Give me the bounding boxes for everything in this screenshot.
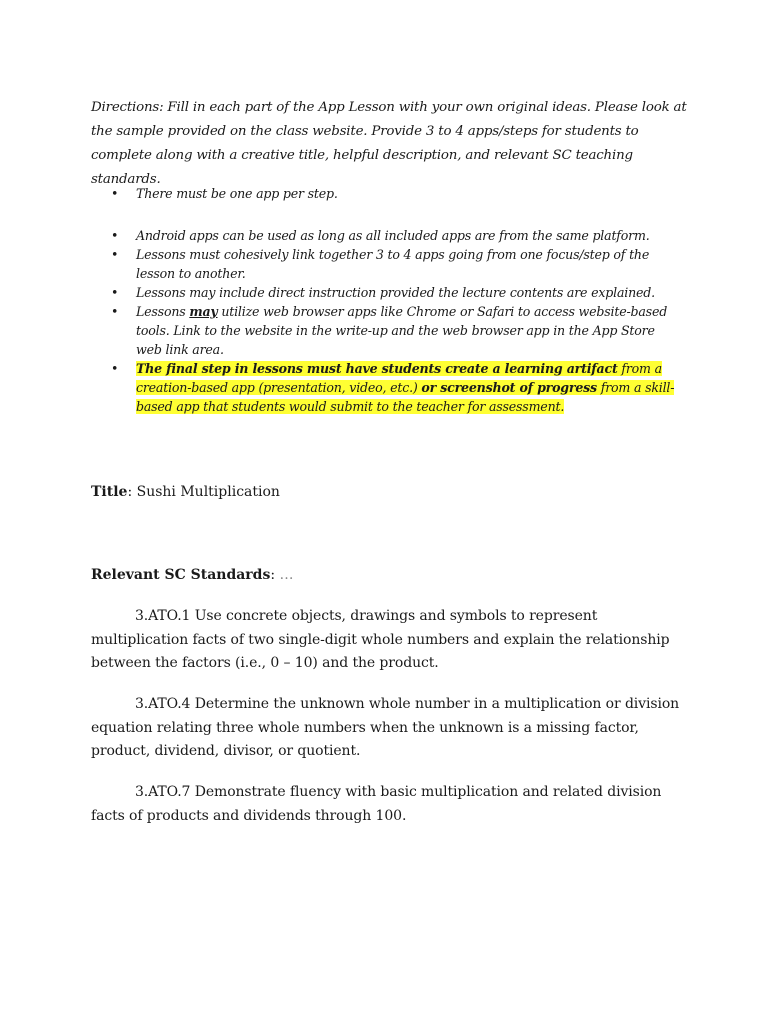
rule-text: Lessons may include direct instruction provided the lecture contents are explained. <box>136 285 655 300</box>
standards-colon: : <box>270 567 280 583</box>
title-value: Sushi Multiplication <box>136 484 280 500</box>
rule-emphasis-may: may <box>189 304 218 319</box>
list-item <box>91 245 681 283</box>
list-item-highlighted <box>91 359 681 416</box>
highlighted-text: from a creation-based app (presentation, video, etc.) <box>136 361 662 395</box>
directions-paragraph: Directions: Fill in each part of the App Lesson with your own original ideas. Please look at the sample provided on the class website. Provide 3 to 4 apps/steps for students to complete along with a creative title, helpful description, and relevant SC teaching standards. <box>91 100 687 187</box>
rules-list <box>91 184 681 416</box>
standards-heading <box>91 563 294 587</box>
rule-text: Lessons <box>136 304 190 319</box>
lesson-title <box>91 480 280 504</box>
rule-text: There must be one app per step. <box>136 186 338 201</box>
highlighted-bold-text: The final step in lessons must have students create a learning artifact <box>136 361 618 376</box>
standards-ellipsis: … <box>279 567 294 583</box>
list-item <box>91 283 681 302</box>
list-item <box>91 226 681 245</box>
standard-item: 3.ATO.7 Demonstrate fluency with basic multiplication and related division facts of products and dividends through 100. <box>91 784 662 824</box>
list-item <box>91 184 681 203</box>
highlighted-bold-text: or screenshot of progress <box>421 380 597 395</box>
rule-text: Android apps can be used as long as all included apps are from the same platform. <box>136 228 650 243</box>
title-label: Title <box>91 484 128 500</box>
list-item <box>91 302 681 359</box>
rule-text: Lessons must cohesively link together 3 to 4 apps going from one focus/step of the lesson to another. <box>136 247 650 281</box>
standards-label: Relevant SC Standards <box>91 567 271 583</box>
title-colon: : <box>127 484 137 500</box>
standard-item: 3.ATO.4 Determine the unknown whole number in a multiplication or division equation relating three whole numbers when the unknown is a missing factor, product, dividend, divisor, or quotient. <box>91 696 680 759</box>
rule-text: utilize web browser apps like Chrome or Safari to access website-based tools. Link to the website in the write-up and the web browser app in the App Store web link area. <box>136 304 668 357</box>
standard-item: 3.ATO.1 Use concrete objects, drawings and symbols to represent multiplication facts of two single-digit whole numbers and explain the relationship between the factors (i.e., 0 – 10) and the product. <box>91 608 670 671</box>
highlighted-text: from a skill-based app that students would submit to the teacher for assessment. <box>136 380 675 414</box>
